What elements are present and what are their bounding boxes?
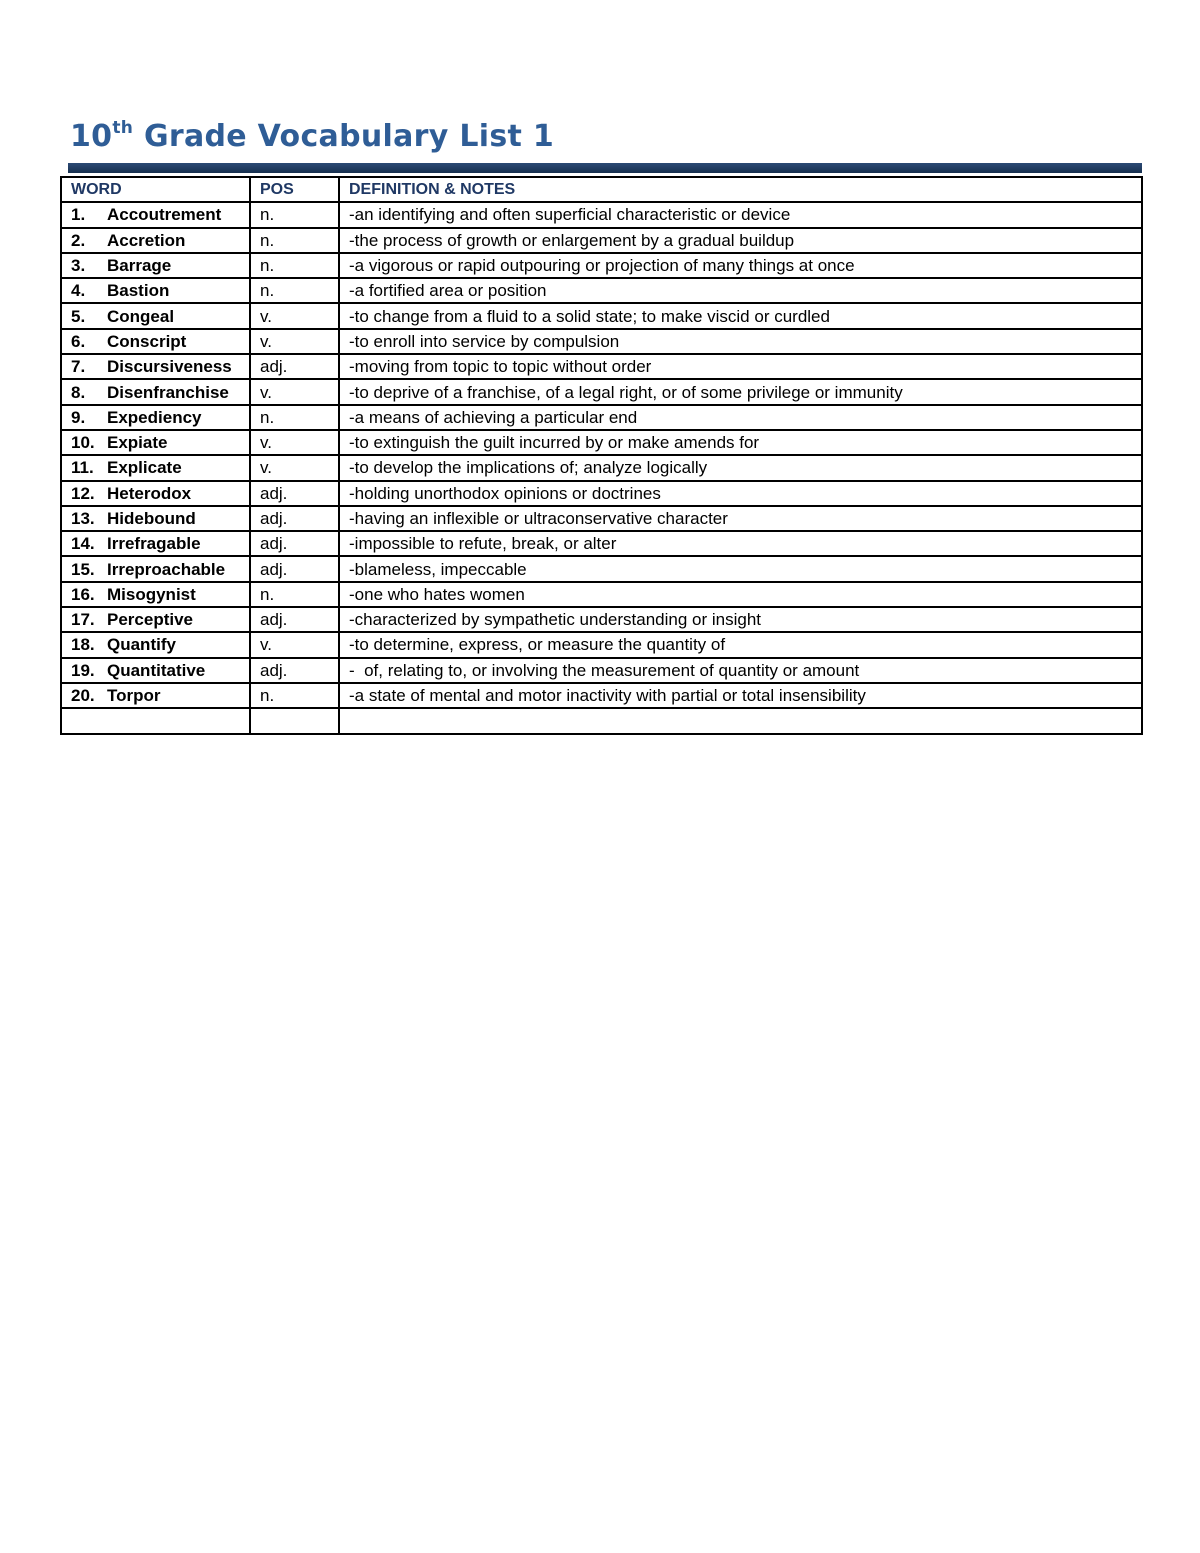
table-row: [61, 228, 1142, 253]
word-text: Expediency: [107, 407, 202, 427]
table-row: [61, 506, 1142, 531]
word-text: Accretion: [107, 230, 186, 250]
table-row: [61, 607, 1142, 632]
definition-cell: -to develop the implications of; analyze logically: [339, 455, 1142, 480]
table-row: [61, 481, 1142, 506]
word-cell: [61, 607, 250, 632]
word-cell: [61, 228, 250, 253]
definition-cell: -the process of growth or enlargement by a gradual buildup: [339, 228, 1142, 253]
title-superscript: th: [112, 118, 134, 138]
word-text: Congeal: [107, 306, 175, 326]
word-cell: [61, 683, 250, 708]
word-number: 3.: [71, 256, 86, 276]
definition-cell: -holding unorthodox opinions or doctrines: [339, 481, 1142, 506]
definition-cell: -to deprive of a franchise, of a legal right, or of some privilege or immunity: [339, 379, 1142, 404]
definition-cell: -to change from a fluid to a solid state; to make viscid or curdled: [339, 303, 1142, 328]
word-number: 5.: [71, 306, 86, 326]
word-number: 9.: [71, 407, 86, 427]
table-row: [61, 531, 1142, 556]
word-cell: [61, 405, 250, 430]
word-cell: [61, 531, 250, 556]
word-cell: [61, 582, 250, 607]
pos-cell: n.: [250, 278, 339, 303]
word-cell: [61, 556, 250, 581]
table-row: [61, 253, 1142, 278]
empty-row: [61, 708, 1142, 733]
definition-cell: -having an inflexible or ultraconservative character: [339, 506, 1142, 531]
definition-cell: -a fortified area or position: [339, 278, 1142, 303]
pos-cell: n.: [250, 683, 339, 708]
table-row: [61, 278, 1142, 303]
definition-cell: -an identifying and often superficial characteristic or device: [339, 202, 1142, 227]
word-number: 20.: [71, 686, 95, 706]
pos-cell: v.: [250, 303, 339, 328]
word-cell: [61, 278, 250, 303]
empty-cell: [61, 708, 250, 733]
definition-cell: -characterized by sympathetic understanding or insight: [339, 607, 1142, 632]
word-cell: [61, 379, 250, 404]
word-cell: [61, 329, 250, 354]
word-text: Conscript: [107, 331, 187, 351]
word-text: Discursiveness: [107, 357, 232, 377]
table-row: [61, 354, 1142, 379]
definition-cell: -to extinguish the guilt incurred by or make amends for: [339, 430, 1142, 455]
word-text: Irreproachable: [107, 559, 226, 579]
pos-cell: adj.: [250, 556, 339, 581]
pos-cell: v.: [250, 632, 339, 657]
word-cell: [61, 481, 250, 506]
pos-cell: n.: [250, 253, 339, 278]
pos-cell: v.: [250, 329, 339, 354]
table-row: [61, 430, 1142, 455]
word-number: 16.: [71, 584, 95, 604]
word-cell: [61, 303, 250, 328]
pos-cell: adj.: [250, 354, 339, 379]
word-text: Quantitative: [107, 660, 206, 680]
word-number: 17.: [71, 610, 95, 630]
table-row: [61, 455, 1142, 480]
page-title: [70, 118, 554, 154]
definition-cell: -a state of mental and motor inactivity with partial or total insensibility: [339, 683, 1142, 708]
pos-cell: n.: [250, 202, 339, 227]
table-row: [61, 202, 1142, 227]
word-number: 11.: [71, 458, 94, 478]
word-text: Bastion: [107, 281, 170, 301]
word-text: Heterodox: [107, 483, 192, 503]
word-number: 1.: [71, 205, 86, 225]
word-number: 19.: [71, 660, 95, 680]
word-number: 10.: [71, 433, 95, 453]
table-row: [61, 582, 1142, 607]
vocabulary-table: [60, 176, 1143, 735]
word-text: Torpor: [107, 686, 161, 706]
table-row: [61, 683, 1142, 708]
pos-cell: adj.: [250, 607, 339, 632]
word-number: 7.: [71, 357, 86, 377]
word-cell: [61, 354, 250, 379]
table-header-row: [61, 177, 1142, 202]
word-number: 2.: [71, 230, 86, 250]
empty-cell: [250, 708, 339, 733]
word-cell: [61, 253, 250, 278]
header-word: WORD: [61, 177, 250, 202]
definition-cell: -a vigorous or rapid outpouring or projection of many things at once: [339, 253, 1142, 278]
table-row: [61, 658, 1142, 683]
definition-cell: -to enroll into service by compulsion: [339, 329, 1142, 354]
word-cell: [61, 658, 250, 683]
word-number: 12.: [71, 483, 95, 503]
word-number: 8.: [71, 382, 86, 402]
title-number: 10: [70, 119, 113, 154]
definition-cell: - of, relating to, or involving the measurement of quantity or amount: [339, 658, 1142, 683]
pos-cell: v.: [250, 455, 339, 480]
word-text: Barrage: [107, 256, 172, 276]
word-cell: [61, 506, 250, 531]
pos-cell: v.: [250, 430, 339, 455]
definition-cell: -blameless, impeccable: [339, 556, 1142, 581]
header-definition: DEFINITION & NOTES: [339, 177, 1142, 202]
word-text: Accoutrement: [107, 205, 222, 225]
header-pos: POS: [250, 177, 339, 202]
table-row: [61, 379, 1142, 404]
definition-cell: -a means of achieving a particular end: [339, 405, 1142, 430]
pos-cell: n.: [250, 228, 339, 253]
definition-cell: -moving from topic to topic without order: [339, 354, 1142, 379]
word-cell: [61, 632, 250, 657]
word-number: 4.: [71, 281, 86, 301]
pos-cell: adj.: [250, 531, 339, 556]
word-number: 6.: [71, 331, 86, 351]
word-number: 18.: [71, 635, 95, 655]
word-cell: [61, 202, 250, 227]
pos-cell: n.: [250, 582, 339, 607]
pos-cell: adj.: [250, 506, 339, 531]
word-text: Explicate: [107, 458, 182, 478]
title-underline-bar: [68, 163, 1142, 173]
word-cell: [61, 430, 250, 455]
word-cell: [61, 455, 250, 480]
table-row: [61, 556, 1142, 581]
definition-cell: -one who hates women: [339, 582, 1142, 607]
empty-cell: [339, 708, 1142, 733]
pos-cell: n.: [250, 405, 339, 430]
word-number: 14.: [71, 534, 95, 554]
word-number: 15.: [71, 559, 95, 579]
pos-cell: adj.: [250, 658, 339, 683]
table-row: [61, 405, 1142, 430]
word-text: Disenfranchise: [107, 382, 229, 402]
word-text: Hidebound: [107, 509, 196, 528]
table-row: [61, 329, 1142, 354]
word-text: Perceptive: [107, 610, 193, 630]
title-text: Grade Vocabulary List 1: [133, 119, 555, 154]
table-row: [61, 303, 1142, 328]
word-text: Quantify: [107, 635, 176, 655]
word-number: 13.: [71, 509, 95, 528]
pos-cell: v.: [250, 379, 339, 404]
word-text: Irrefragable: [107, 534, 201, 554]
definition-cell: -to determine, express, or measure the quantity of: [339, 632, 1142, 657]
word-text: Expiate: [107, 433, 168, 453]
word-text: Misogynist: [107, 584, 196, 604]
definition-cell: -impossible to refute, break, or alter: [339, 531, 1142, 556]
pos-cell: adj.: [250, 481, 339, 506]
table-row: [61, 632, 1142, 657]
